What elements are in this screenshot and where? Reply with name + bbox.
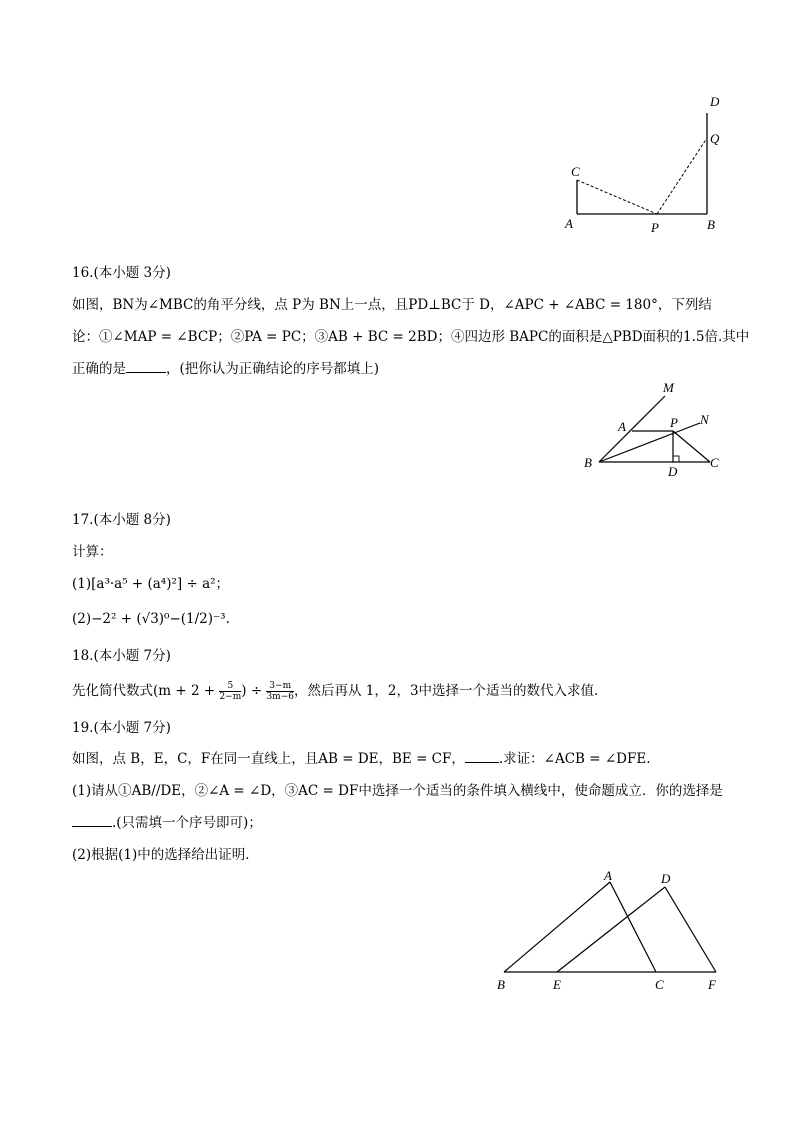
q18-text [72,680,598,702]
fraction-2 [266,681,294,702]
label-A: A [618,419,626,434]
label-B: B [497,977,505,992]
label-C: C [710,455,719,470]
q18-header: 18.(本小题 7分) [72,648,171,664]
label-N: N [700,412,709,427]
q16-header: 16.(本小题 3分) [72,265,171,281]
label-C: C [655,977,664,992]
q18-text-mid: ) ÷ [241,683,267,699]
figure-q19 [490,865,730,995]
q19-line1-pre: 如图，点 B，E，C，F在同一直线上，且AB = DE，BE = CF， [72,751,465,767]
choice-blank [72,814,112,827]
q17-header: 17.(本小题 8分) [72,512,171,528]
label-A: A [565,216,573,231]
figure-q15 [555,90,735,240]
fraction-1-den: 2−m [219,692,242,702]
q16-line3 [72,360,379,378]
fraction-2-num: 3−m [266,681,294,692]
fraction-1-num: 5 [219,681,241,692]
label-P: P [651,220,659,235]
q16-line3-post: ，(把你认为正确结论的序号都填上) [166,361,380,377]
q18-text-pre: 先化简代数式(m + 2 + [72,683,220,699]
q16-line1: 如图，BN为∠MBC的角平分线，点 P为 BN上一点，且PD⊥BC于 D，∠APC + ∠ABC = 180°，下列结 [72,297,712,313]
q19-line2: (1)请从①AB//DE，②∠A = ∠D，③AC = DF中选择一个适当的条件填入横线中，使命题成立．你的选择是 [72,783,723,799]
q17-part2: (2)−2² + (√3)⁰−(1/2)⁻³. [72,611,230,627]
label-B: B [707,217,715,232]
figure-q16 [575,375,735,485]
fraction-2-den: 3m−6 [266,692,294,702]
q19-header: 19.(本小题 7分) [72,720,171,736]
label-M: M [663,380,674,395]
q19-line3-text: .(只需填一个序号即可)； [112,815,262,831]
label-D: D [710,94,720,109]
label-C: C [571,164,580,179]
q19-line1 [72,750,651,768]
q19-line1-post: .求证：∠ACB = ∠DFE. [498,751,651,767]
label-E: E [553,977,561,992]
label-F: F [708,977,716,992]
label-A: A [604,868,612,883]
label-D: D [668,464,678,479]
label-D: D [661,871,671,886]
q16-line2: 论：①∠MAP = ∠BCP；②PA = PC；③AB + BC = 2BD；④四边形 BAPC的面积是△PBD面积的1.5倍.其中 [72,329,750,345]
answer-blank [126,360,166,373]
q17-intro: 计算： [72,544,113,560]
q16-line3-pre: 正确的是 [72,361,126,377]
label-P: P [670,415,678,430]
label-B: B [584,455,592,470]
q19-line4: (2)根据(1)中的选择给出证明． [72,847,259,863]
q18-text-post: ，然后再从 1，2，3中选择一个适当的数代入求值. [293,683,599,699]
label-Q: Q [710,131,720,146]
fraction-1 [219,681,241,702]
q17-part1: (1)[a³·a⁵ + (a⁴)²] ÷ a²； [72,576,230,592]
condition-blank [465,750,499,763]
q19-line3 [72,814,262,832]
